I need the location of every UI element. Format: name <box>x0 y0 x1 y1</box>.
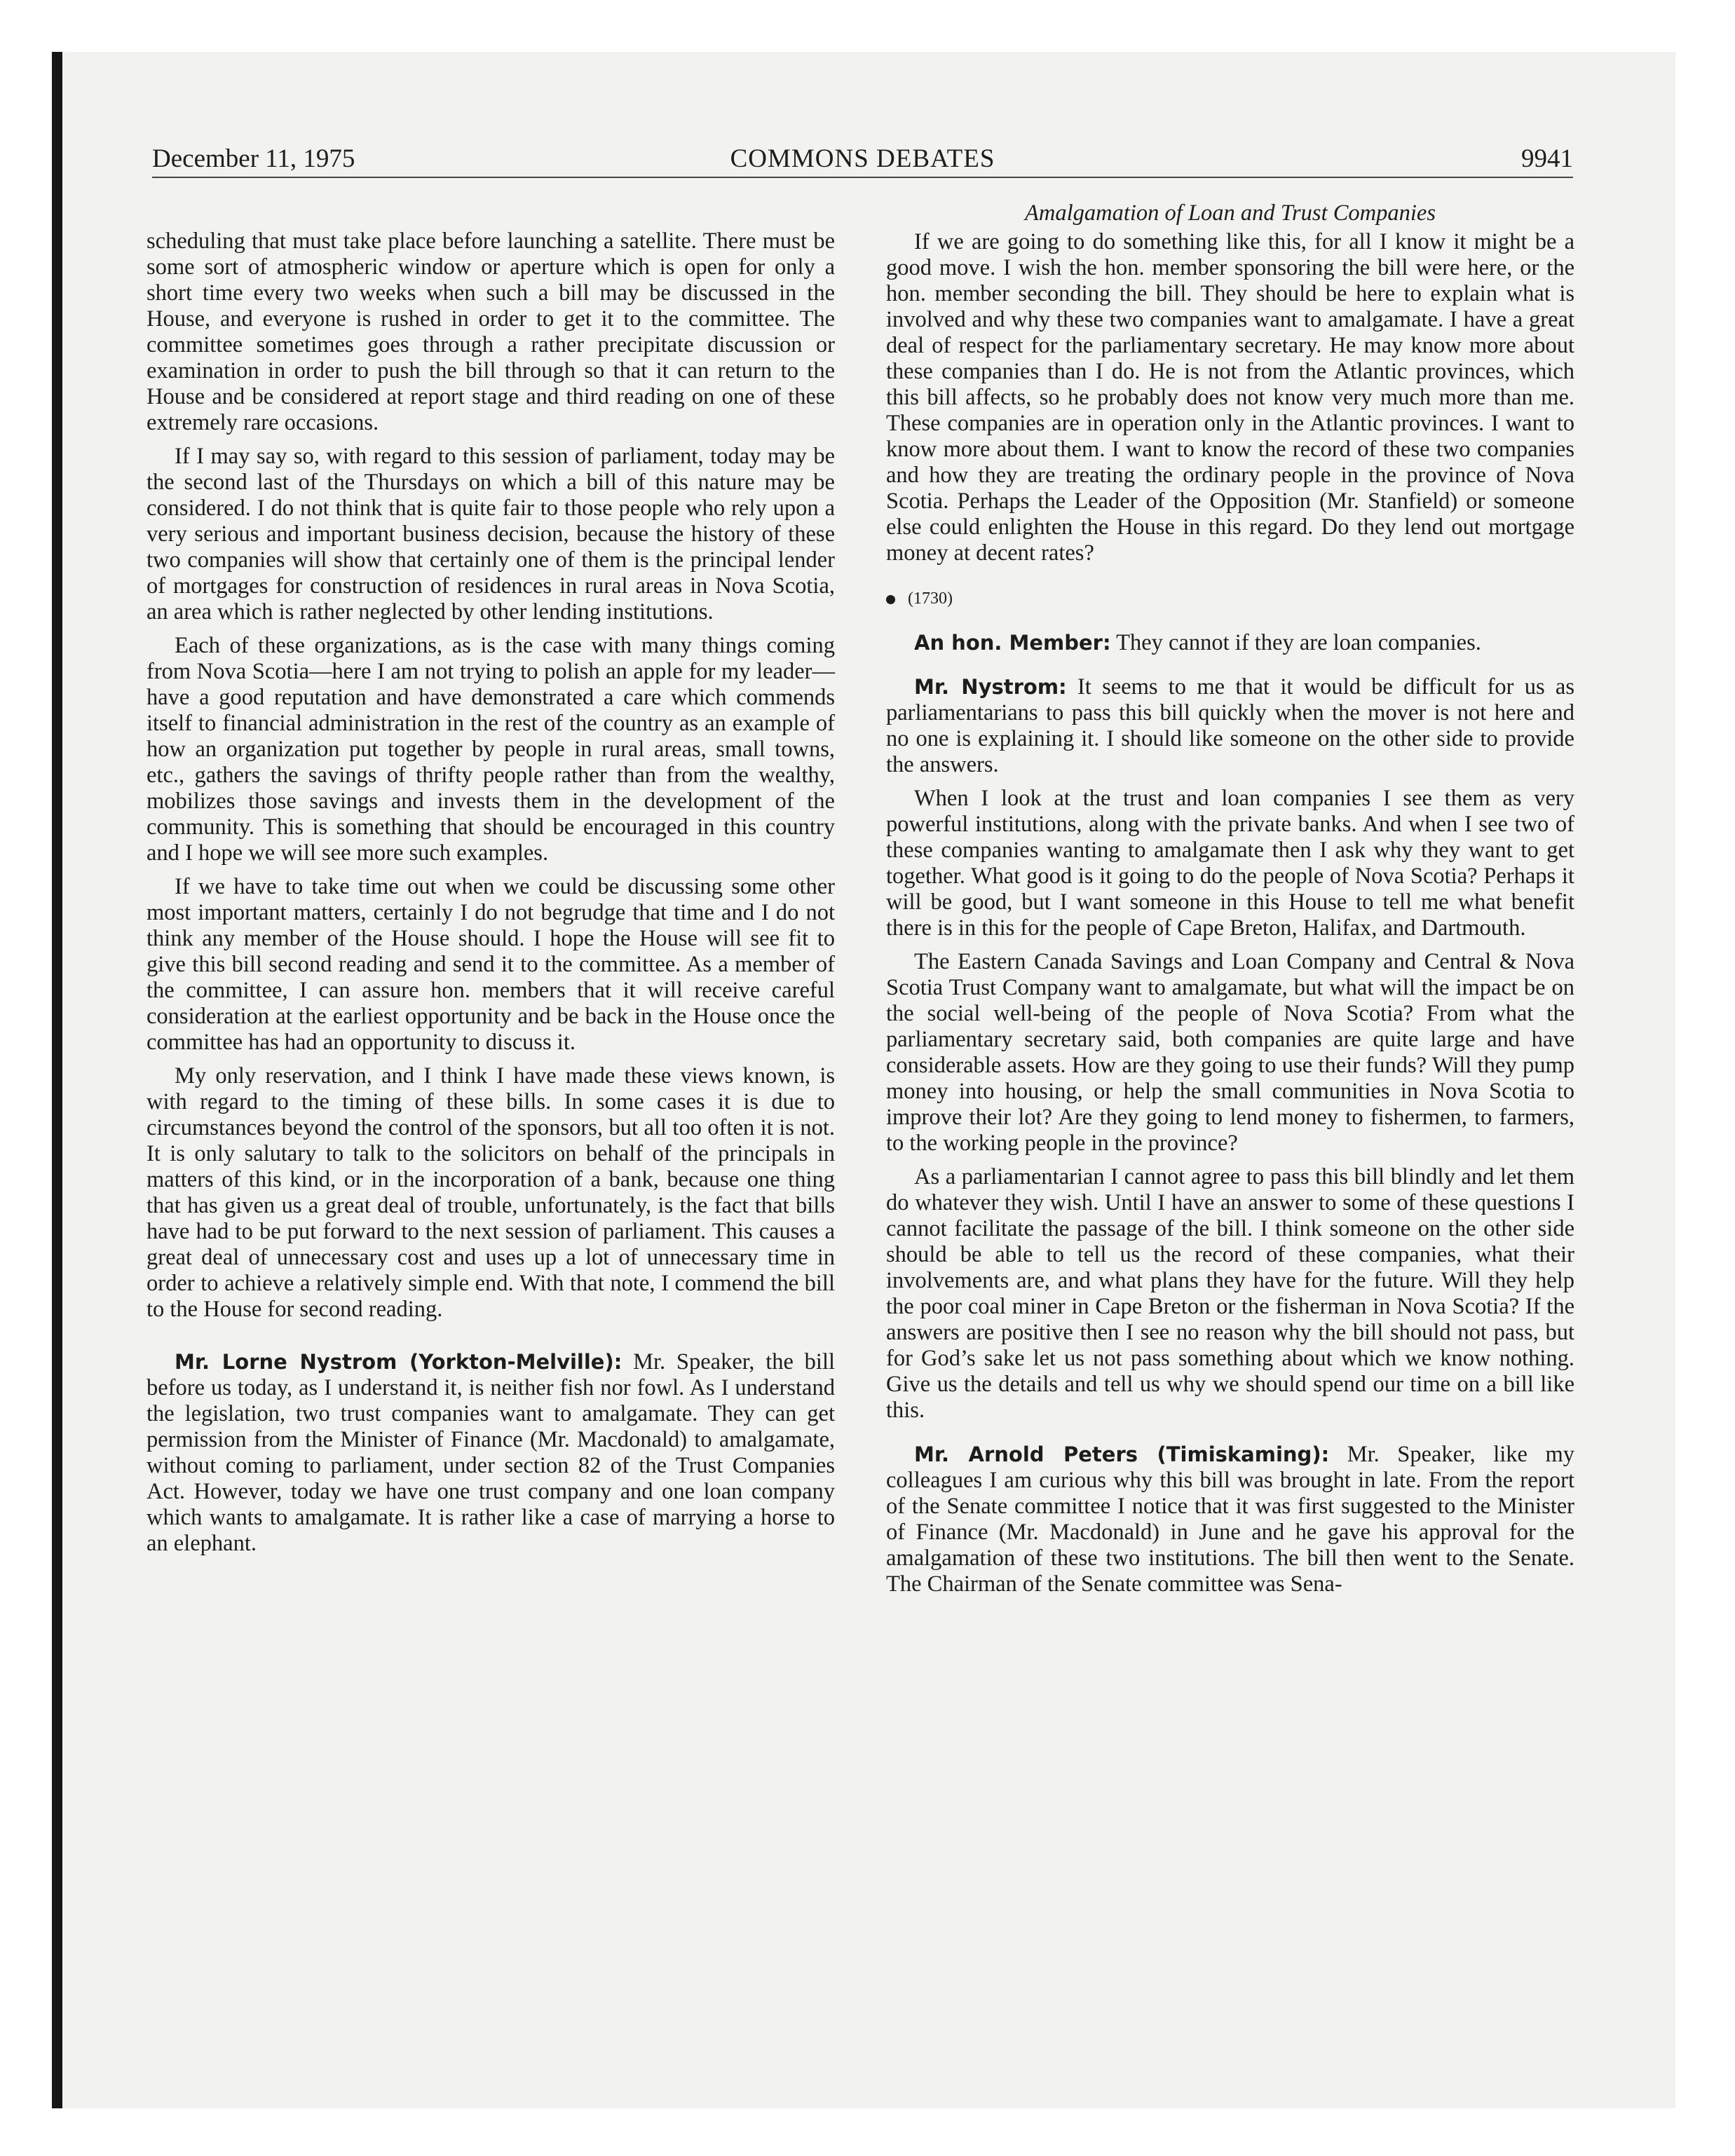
right-paragraph-4: When I look at the trust and loan companies I see them as very powerful institutions, along with the private banks. And when I see two of these companies wanting to amalgamate then I ask why they want to get together. What good is it going to do the people of Nova Scotia? Perhaps it will be good, but I want someone in this House to tell me what benefit there is in this for the people of Cape Breton, Halifax, and Dartmouth. <box>886 786 1574 941</box>
left-paragraph-3: Each of these organizations, as is the case with many things coming from Nova Scotia—here I am not trying to polish an apple for my leader—have a good reputation and have demonstrated a care which commends itself to financial administration in the rest of the country as an example of how an organization put together by people in rural areas, small towns, etc., gathers the savings of thrifty people rather than from the wealthy, mobilizes those savings and invests them in the development of the community. This is something that should be encouraged in this country and I hope we will see more such examples. <box>147 633 835 866</box>
speech-nystrom-2 <box>886 674 1574 778</box>
left-paragraph-5: My only reservation, and I think I have made these views known, is with regard to the timing of these bills. In some cases it is due to circumstances beyond the control of the sponsors, but all too often it is not. It is only salutary to talk to the solicitors on behalf of the principals in matters of this kind, or in the incorporation of a bank, because one thing that has given us a great deal of trouble, unfortunately, is the fact that bills have had to be put forward to the next session of parliament. This causes a great deal of unnecessary cost and uses up a lot of unnecessary time in order to achieve a relatively simple end. With that note, I commend the bill to the House for second reading. <box>147 1063 835 1322</box>
right-paragraph-6: As a parliamentarian I cannot agree to pass this bill blindly and let them do whatever they wish. Until I have an answer to some of these questions I cannot facilitate the passage of the bill. I think someone on the other side should be able to tell us the record of these companies, what their involvements are, and what plans they have for the future. Will they help the poor coal miner in Cape Breton or the fisherman in Nova Scotia? If the answers are positive then I see no reason why the bill should not pass, but for God’s sake let us not pass something about which we know nothing. Give us the details and tell us why we should spend our time on a bill like this. <box>886 1164 1574 1423</box>
header-date: December 11, 1975 <box>152 144 355 173</box>
left-column <box>147 228 835 1564</box>
speaker-name: Mr. Lorne Nystrom (Yorkton-Melville): <box>175 1350 622 1374</box>
header-title: COMMONS DEBATES <box>730 144 995 173</box>
right-column <box>886 200 1574 1605</box>
time-mark <box>886 586 1574 612</box>
left-paragraph-4: If we have to take time out when we could be discussing some other most important matters, certainly I do not begrudge that time and I do not think any member of the House should. I hope the House will see fit to give this bill second reading and send it to the committee. As a member of the committee, I can assure hon. members that it will receive careful consideration at the earliest opportunity and be back in the House once the committee has had an opportunity to discuss it. <box>147 874 835 1055</box>
speech-text: It seems to me that it would be difficult for us as parliamentarians to pass this bill quickly when the mover is not here and no one is explaining it. I should like someone on the other side to provide the answers. <box>886 674 1575 777</box>
speech-text: Mr. Speaker, like my colleagues I am curious why this bill was brought in late. From the report of the Senate committee I notice that it was first suggested to the Minister of Finance (Mr. Macdonald) in June and he gave his approval for the amalgamation of these two institutions. The bill then went to the Senate. The Chairman of the Senate committee was Sena- <box>886 1442 1575 1597</box>
header-rule <box>152 177 1573 178</box>
speech-peters <box>886 1442 1574 1597</box>
speaker-name: Mr. Nystrom: <box>914 675 1067 699</box>
speech-text: They cannot if they are loan companies. <box>1116 630 1481 655</box>
page-header <box>152 143 1573 175</box>
header-page-number: 9941 <box>1521 144 1573 173</box>
right-paragraph-5: The Eastern Canada Savings and Loan Company and Central & Nova Scotia Trust Company want to amalgamate, but what will the impact be on the social well-being of the people of Nova Scotia? From what the parliamentary secretary said, both companies are quite large and have considerable assets. How are they going to use their funds? Will they pump money into housing, or help the small communities in Nova Scotia to improve their lot? Are they going to lend money to fishermen, to farmers, to the working people in the province? <box>886 949 1574 1156</box>
right-paragraph-1: If we are going to do something like this, for all I know it might be a good move. I wish the hon. member sponsoring the bill were here, or the hon. member seconding the bill. They should be here to explain what is involved and why these two companies want to amalgamate. I have a great deal of respect for the parliamentary secretary. He may know more about these companies than I do. He is not from the Atlantic provinces, which this bill affects, so he probably does not know very much more than me. These companies are in operation only in the Atlantic provinces. I want to know more about them. I want to know the record of these two companies and how they are treating the ordinary people in the province of Nova Scotia. Perhaps the Leader of the Opposition (Mr. Stanfield) or someone else could enlighten the House in this regard. Do they lend out mortgage money at decent rates? <box>886 229 1574 566</box>
left-paragraph-1: scheduling that must take place before launching a satellite. There must be some sort of atmospheric window or aperture which is open for only a short time every two weeks when such a bill may be discussed in the House, and everyone is rushed in order to get it to the committee. The committee sometimes goes through a rather precipitate discussion or examination in order to push the bill through so that it can return to the House and be considered at report stage and third reading on one of these extremely rare occasions. <box>147 228 835 435</box>
speech-text: Mr. Speaker, the bill before us today, as I understand it, is neither fish nor fowl. As I understand the legislation, two trust companies want to amalgamate. They can get permission from the Minister of Finance (Mr. Macdonald) to amalgamate, without coming to parliament, under section 82 of the Trust Companies Act. However, today we have one trust company and one loan company which wants to amalgamate. It is rather like a case of marrying a horse to an elephant. <box>147 1349 836 1556</box>
bullet-icon <box>886 595 895 604</box>
speaker-name: An hon. Member: <box>914 631 1111 655</box>
speech-nystrom <box>147 1349 835 1557</box>
time-mark-label: (1730) <box>908 589 953 608</box>
scan-edge-shadow <box>52 52 62 2108</box>
speech-hon-member <box>886 630 1574 656</box>
section-title: Amalgamation of Loan and Trust Companies <box>1025 200 1436 226</box>
left-paragraph-2: If I may say so, with regard to this session of parliament, today may be the second last of the Thursdays on which a bill of this nature may be considered. I do not think that is quite fair to those people who rely upon a very serious and important business decision, because the history of these two companies will show that certainly one of them is the principal lender of mortgages for construction of residences in rural areas in Nova Scotia, an area which is rather neglected by other lending institutions. <box>147 444 835 625</box>
speaker-name: Mr. Arnold Peters (Timiskaming): <box>914 1442 1330 1466</box>
